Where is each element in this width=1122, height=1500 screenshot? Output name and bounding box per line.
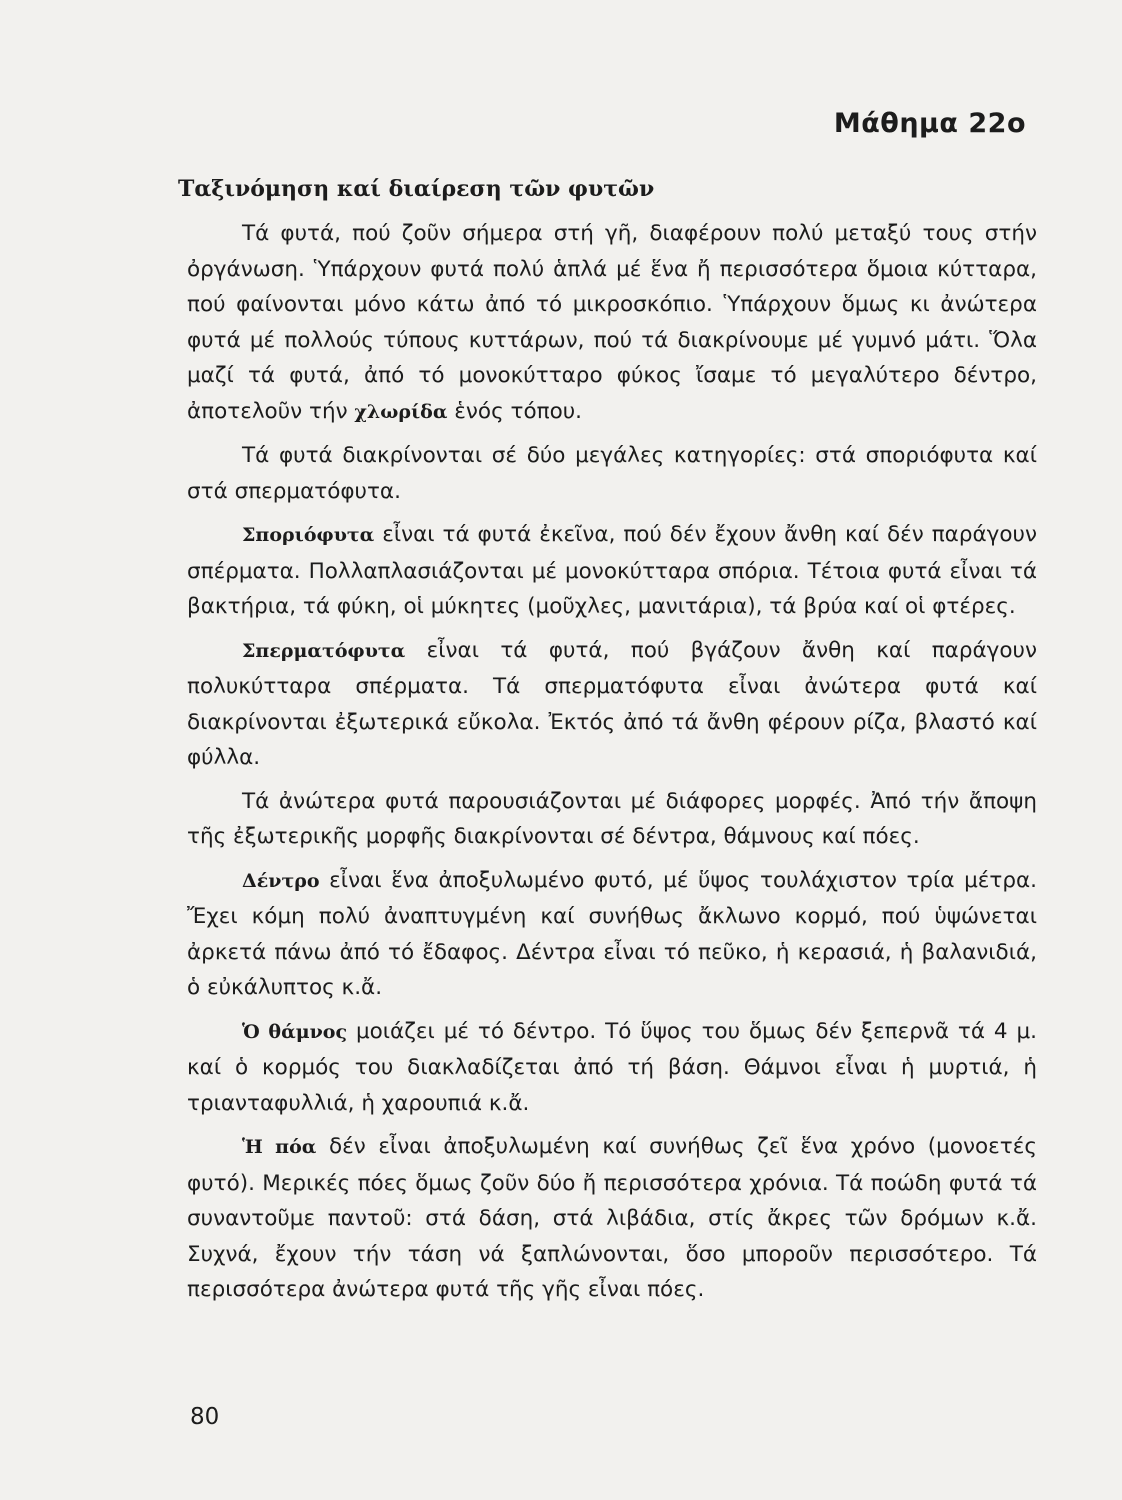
paragraph-7 (187, 1014, 1037, 1122)
paragraph-3-text: εἶναι τά φυτά ἐκεῖνα, πού δέν ἔχουν ἄνθη καί δέν παράγουν σπέρματα. Πολλαπλασιάζονται μέ μονοκύτταρα σπόρια. Τέτοια φυτά εἶναι τά βακτήρια, τά φύκη, οἱ μύκητες (μοῦχλες, μανιτάρια), τά βρύα καί οἱ φτέρες. (187, 522, 1037, 619)
lesson-title: Μάθημα 22ο (833, 108, 1026, 139)
term-spermatofyta: Σπερματόφυτα (242, 639, 406, 662)
page-number: 80 (190, 1404, 220, 1430)
paragraph-7-text: μοιάζει μέ τό δέντρο. Τό ὕψος του ὅμως δέν ξεπερνᾶ τά 4 μ. καί ὁ κορμός του διακλαδίζεται ἀπό τή βάση. Θάμνοι εἶναι ἡ μυρτιά, ἡ τριανταφυλλιά, ἡ χαρουπιά κ.ἄ. (187, 1018, 1038, 1116)
term-sporiofyta: Σποριόφυτα (242, 524, 375, 546)
term-poa: Ἡ πόα (242, 1136, 317, 1158)
paragraph-5: Τά ἀνώτερα φυτά παρουσιάζονται μέ διάφορες μορφές. Ἀπό τήν ἄποψη τῆς ἐξωτερικῆς μορφῆς διακρίνονται σέ δέντρα, θάμνους καί πόες. (187, 788, 1037, 849)
paragraph-4-text: εἶναι τά φυτά, πού βγάζουν ἄνθη καί παράγουν πολυκύτταρα σπέρματα. Τά σπερματόφυτα εἶναι ἀνώτερα φυτά καί διακρίνονται ἐξωτερικά εὔκολα. Ἐκτός ἀπό τά ἄνθη φέρουν ρίζα, βλαστό καί φύλλα. (187, 637, 1037, 770)
term-chlorida: χλωρίδα (354, 400, 448, 423)
paragraph-1-text-b: ἑνός τόπου. (447, 398, 583, 424)
paragraph-2: Τά φυτά διακρίνονται σέ δύο μεγάλες κατηγορίες: στά σποριόφυτα καί στά σπερματόφυτα. (187, 443, 1037, 504)
paragraph-4 (187, 633, 1037, 776)
term-thamnos: Ὁ θάμνος (242, 1020, 348, 1043)
section-heading: Ταξινόμηση καί διαίρεση τῶν φυτῶν (178, 176, 655, 202)
paragraph-3 (187, 517, 1037, 625)
paragraph-8 (187, 1129, 1037, 1308)
paragraph-1 (187, 216, 1037, 430)
paragraph-8-text: δέν εἶναι ἀποξυλωμένη καί συνήθως ζεῖ ἕνα χρόνο (μονοετές φυτό). Μερικές πόες ὅμως ζοῦν δύο ἤ περισσότερα χρόνια. Τά ποώδη φυτά τά συναντοῦμε παντοῦ: στά δάση, στά λιβάδια, στίς ἄκρες τῶν δρόμων κ.ἄ. Συχνά, ἔχουν τήν τάση νά ξαπλώνονται, ὅσο μποροῦν περισσότερο. Τά περισσότερα ἀνώτερα φυτά τῆς γῆς εἶναι πόες. (187, 1134, 1037, 1302)
paragraph-6 (187, 863, 1037, 1006)
term-dentro: Δέντρο (242, 869, 320, 892)
paragraph-1-text-a: Τά φυτά, πού ζοῦν σήμερα στή γῆ, διαφέρουν πολύ μεταξύ τους στήν ὀργάνωση. Ὑπάρχουν φυτά πολύ ἁπλά μέ ἕνα ἤ περισσότερα ὅμοια κύτταρα, πού φαίνονται μόνο κάτω ἀπό τό μικροσκόπιο. Ὑπάρχουν ὅμως κι ἀνώτερα φυτά μέ πολλούς τύπους κυττάρων, πού τά διακρίνουμε μέ γυμνό μάτι. Ὅλα μαζί τά φυτά, ἀπό τό μονοκύτταρο φύκος ἴσαμε τό μεγαλύτερο δέντρο, ἀποτελοῦν τήν (187, 221, 1037, 424)
paragraph-6-text: εἶναι ἕνα ἀποξυλωμένο φυτό, μέ ὕψος τουλάχιστον τρία μέτρα. Ἔχει κόμη πολύ ἀναπτυγμένη καί συνήθως ἄκλωνο κορμό, πού ὑψώνεται ἀρκετά πάνω ἀπό τό ἔδαφος. Δέντρα εἶναι τό πεῦκο, ἡ κερασιά, ἡ βαλανιδιά, ὁ εὐκάλυπτος κ.ἄ. (187, 867, 1037, 1000)
body-text (187, 216, 1037, 1316)
